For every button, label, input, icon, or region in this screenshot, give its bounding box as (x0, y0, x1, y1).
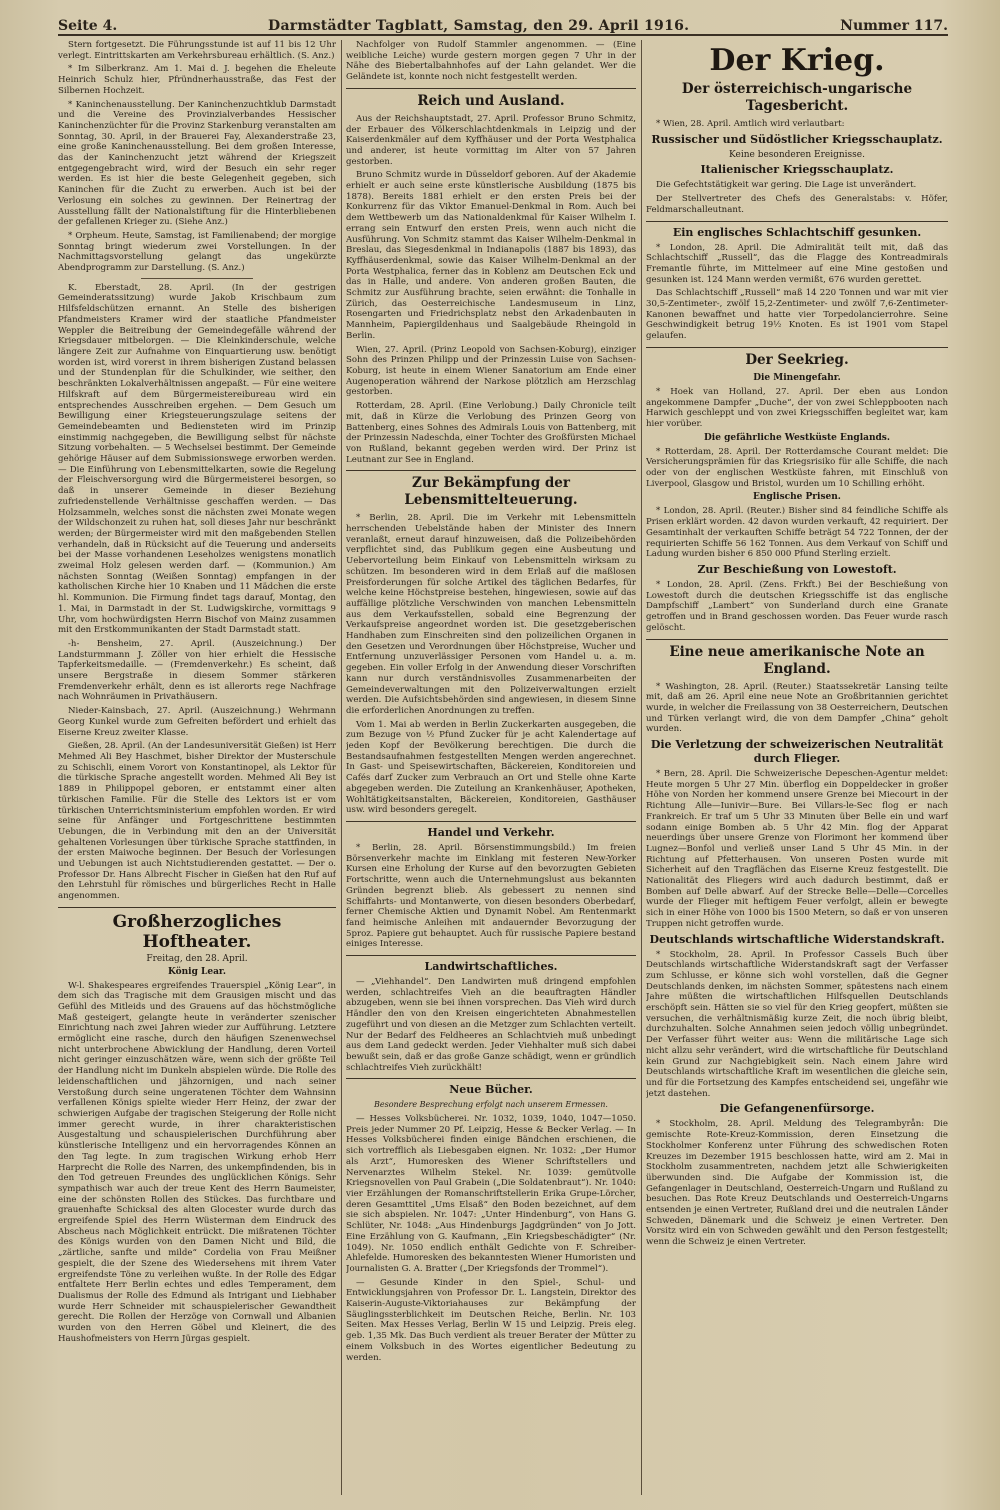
column-rule (641, 40, 642, 1495)
subheading-prisen: Englische Prisen. (753, 492, 841, 503)
article-text: * Stockholm, 28. April. In Professor Cassels Buch über Deutschlands wirtschaftliche Widerstandskraft sagt der Verfasser zum Schlusse, er könne sich wohl vorstellen, daß die Gegner Deutschlands denken, im nächsten Sommer, spätestens nach einem Jahre müßten die wirtschaftlichen Hilfsquellen Deutschlands erschöpft sein. Hätten sie so viel für den Krieg geopfert, müßten sie versuchen, die verhältnismäßig kurze Zeit, die noch übrig bleibt, durchzuhalten. Solche Annahmen seien jedoch völlig unbegründet. Der Verfasser führt weiter aus: Wenn die militärische Lage sich nicht allzu sehr verändert, wird die wirtschaftliche für Deutschland kein Grund zur Nachgiebigkeit sein. Nach einem Jahre wird Deutschlands wirtschaftliche Kraft im wesentlichen die gleiche sein, und für die Fortsetzung des Kampfes entscheidend sei, ungefähr wie jetzt dastehen. (646, 949, 948, 1099)
divider (346, 821, 636, 822)
article-text: W-l. Shakespeares ergreifendes Trauerspiel „König Lear“, in dem sich das Tragische mit dem Grausigen mischt und das Gefühl des Mitleids und des Grauens auf das höchstmögliche Maß gesteigert, gelangte heute in veränderter szenischer Einrichtung nach zwei Jahren wieder zur Aufführung. Letztere ermöglicht eine rasche, durch den häufigen Szenenwechsel nicht unterbrochene Abwicklung der Handlung, deren Vorteil nicht geringer einzuschätzen wäre, wenn sich der größte Teil der Handlung nicht im Dunkeln abspielen würde. Die Rolle des leidenschaftlichen und jähzornigen, und nach seiner Verstoßung durch seine ungeratenen Töchter dem Wahnsinn verfallenen Königs spielte wieder Herr Heinz, der zwar der schwierigen Aufgabe der tragischen Steigerung der Rolle nicht immer gerecht wurde, in ihrer charakteristischen Ausgestaltung und schauspielerischen Durchführung aber künstlerische Intelligenz und ein hervorragendes Können an den Tag legte. In zum tragischen Wirkung erhob Herr Harprecht die Rolle des Narren, des unkempfindenden, bis in den Tod getreuen Freundes des unglücklichen Königs. Sehr sympathisch war auch der treue Kent des Herrn Baumeister, eine der schönsten Rollen des Stückes. Das furchtbare und grauenhafte Schicksal des alten Glocester wurde durch das ergreifende Spiel des Herrn Wüsterman dem Eindruck des Abscheus nach Möglichkeit entrückt. Die mißratenen Töchter des Königs wurden von den Damen Nicht und Bild, die „zärtliche, sanfte und milde“ Cordelia von Frau Meißner gespielt, die der Szene des Wiedersehens mit ihrem Vater ergreifendste Töne zu verleihen wußte. In der Rolle des Edgar entfaltete Herr Berlin echtes und edles Temperament, dem Dualismus der Rolle des Edmund als Intrigant und Liebhaber wurde Herr Schneider mit schauspielerischer Gewandtheit gerecht. Die Rollen der Herzöge von Cornwall und Albanien wurden von den Herren Göbel und Kleinert, die des Haushofmeisters von Herrn Jürgas gespielt. (58, 980, 336, 1344)
masthead (58, 6, 948, 36)
section-heading-krieg: Der Krieg. (709, 43, 885, 78)
section-heading-lebensmittel: Zur Bekämpfung der Lebensmittelteuerung. (404, 475, 578, 509)
theater-date: Freitag, den 28. April. (146, 953, 248, 964)
divider (58, 907, 336, 908)
divider (646, 639, 948, 640)
article-text: * London, 28. April. (Zens. Frkft.) Bei der Beschießung von Lowestoft durch die deutschen Kriegsschiffe ist das englische Dampfschiff „Lambert“ von Sunderland durch eine Granate getroffen und in Brand geschossen worden. Das Feuer wurde rasch gelöscht. (646, 579, 948, 633)
divider (346, 955, 636, 956)
article-text: * Berlin, 28. April. Börsenstimmungsbild.) Im freien Börsenverkehr machte im Einklang mit festeren New-Yorker Kursen eine Erholung der Kurse auf den bevorzugten Gebieten Fortschritte, wenn auch die Unternehmungslust aus bekannten Gründen begrenzt blieb. Als gebessert zu nennen sind Schiffahrts- und Montanwerte, von diesen besonders Oberbedarf, ferner Chemische Aktien und Dynamit Nobel. Am Rentenmarkt fand heimische Anleihen mit andauernder Bevorzugung der 5proz. Papiere gut behauptet. Auch für russische Papiere bestand einiges Interesse. (346, 843, 636, 950)
article-text: Bruno Schmitz wurde in Düsseldorf geboren. Auf der Akademie erhielt er auch seine erste künstlerische Ausbildung (1875 bis 1878). Bereits 1881 erhielt er den ersten Preis bei der Konkurrenz für das Viktor Emanuel-Denkmal in Rom. Auch bei dem Wettbewerb um das Nationaldenkmal für Kaiser Wilhelm I. errang sein Entwurf den ersten Preis, wenn auch nicht die Ausführung. Von Schmitz stammt das Kaiser Wilhelm-Denkmal in Breslau, das Siegesdenkmal in Indianapolis (1887 bis 1893), das Kyffhäuserdenkmal, sowie das Kaiser Wilhelm-Denkmal an der Porta Westphalica, ferner das in Koblenz am Deutschen Eck und das in Halle, und andere. Von anderen großen Bauten, die Schmitz zur Ausführung brachte, seien erwähnt: die Tonhalle in Zürich, das Oesterreichische Landesmuseum in Linz, Rosengarten und Friedrichsplatz nebst den Arkadenbauten in Mannheim, Papiergildenhaus und Saalgebäude Rheingold in Berlin. (346, 170, 636, 341)
divider (141, 278, 252, 279)
report-title: Der österreichisch-ungarische Tagesbericht. (681, 81, 913, 114)
heading-seekrieg: Der Seekrieg. (745, 351, 849, 368)
heading-widerstandskraft: Deutschlands wirtschaftliche Widerstandskraft. (649, 932, 945, 946)
section-heading-buecher: Neue Bücher. (449, 1083, 533, 1097)
article-text: -h- Bensheim, 27. April. (Auszeichnung.) Der Landsturmmann J. Zöller von hier erhielt die Hessische Tapferkeitsmedaille. — (Fremdenverkehr.) Es scheint, daß unsere Bergstraße in diesem Sommer stärkeren Fremdenverkehr erhält, denn es ist allerorts rege Nachfrage nach Wohnräumen in Privathäusern. (58, 638, 336, 703)
article-text: Die Gefechtstätigkeit war gering. Die Lage ist unverändert. (656, 180, 917, 191)
article-text: — Gesunde Kinder in den Spiel-, Schul- und Entwicklungsjahren von Professor Dr. L. Langstein, Direktor des Kaiserin-Auguste-Viktoriahauses zur Bekämpfung der Säuglingssterblichkeit im Deutschen Reiche, Berlin. Nr. 103 Seiten. Max Hesses Verlag, Berlin W 15 und Leipzig. Preis eleg. geb. 1,35 Mk. Das Buch verdient als treuer Berater der Mütter zu einem Volksbuch in des Wortes eigentlicher Bedeutung zu werden. (346, 1277, 636, 1363)
section-heading-landwirtschaft: Landwirtschaftliches. (424, 960, 558, 974)
divider (646, 221, 948, 222)
article-text: * Im Silberkranz. Am 1. Mai d. J. begehen die Eheleute Heinrich Schulz hier, Pfründnerhausstraße, das Fest der Silbernen Hochzeit. (58, 64, 336, 96)
divider (346, 470, 636, 471)
issue-number: Nummer 117. (840, 18, 948, 34)
column-1 (58, 40, 336, 1500)
article-text: * Kaninchenausstellung. Der Kaninchenzuchtklub Darmstadt und die Vereine des Provinzialverbandes Hessischer Kaninchenzüchter für die Provinz Starkenburg veranstalten am Sonntag, 30. April, in der Brauerei Fay, Alexanderstraße 23, eine große Kaninchenausstellung. Bei dem großen Interesse, das der Kaninchenzucht jetzt während der Kriegszeit entgegengebracht wird, wird der Besuch ein sehr reger werden. Es ist hier die beste Gelegenheit gegeben, sich Kaninchen für die Zucht zu erwerben. Auch ist bei der Verlosung ein solches zu gewinnen. Der Reinertrag der Ausstellung fällt der Nationalstiftung für die Hinterbliebenen der gefallenen Krieger zu. (Siehe Anz.) (58, 99, 336, 228)
article-text: K. Eberstadt, 28. April. (In der gestrigen Gemeinderatssitzung) wurde Jakob Krischbaum zum Hilfsfeldschützen ernannt. An Stelle des bisherigen Pfandmeisters Kramer wird der staatliche Pfandmeister Weppler die Beitreibung der Gemeindegefälle während der Kriegsdauer mitbelorgen. — Die Kleinkinderschule, welche längere Zeit zur Aufnahme von Einquartierung usw. benötigt worden ist, wird vorerst in ihrem bisherigen Zustand belassen und der Stundenplan für die Schulkinder, wie seither, den beschränkten Lokalverhältnissen angepaßt. — Für eine weitere Hilfskraft auf dem Bürgermeistereibureau wird ein entsprechendes Ausschreiben ergehen. — Dem Gesuch um Bewilligung einer Kriegsteuerungszulage seitens der Gemeindebeamten und Bediensteten wird im Prinzip einstimmig nachgegeben, die Bewilligung selbst für nächste Sitzung vorbehalten. — 5 Wechselsei bestimmt. Der Gemeinde gehörige Häuser auf dem Submissionswege erworben werden. — Die Einführung von Lebensmittelkarten, sowie die Regelung der Fleischversorgung wird die Bürgermeisterei besorgen, so daß in unserer Gemeinde in dieser Beziehung zufriedenstellende Verhältnisse geschaffen werden. — Das Holzsammeln, welches sonst die nächsten zwei Monate wegen der Wildschonzeit zu ruhen hat, soll dieses Jahr nur beschränkt werden; der Bürgermeister wird mit den maßgebenden Stellen verhandeln, daß in Rücksicht auf die Teuerung und anderseits bei der Masse vorhandenen Leseholzes wenigstens monatlich zweimal Holz gelesen werden darf. — (Kommunion.) Am nächsten Sonntag (Weißen Sonntag) empfangen in der katholischen Kirche hier 10 Knaben und 11 Mädchen die erste hl. Kommunion. Die Firmung findet tags darauf, Montag, den 1. Mai, in Darmstadt in der St. Ludwigskirche, vormittags 9 Uhr, vom hochwürdigsten Herrn Bischof von Mainz zusammen mit den Erstkommunikanten der Stadt Darmstadt statt. (58, 282, 336, 636)
article-text: Nachfolger von Rudolf Stammler angenommen. — (Eine weibliche Leiche) wurde gestern morgen gegen 7 Uhr in der Nähe des Biebertalbahnhofes auf der Lahn gelandet. Wer die Geländete ist, konnte noch nicht festgestellt werden. (346, 40, 636, 83)
article-text: * Berlin, 28. April. Die im Verkehr mit Lebensmitteln herrschenden Uebelstände haben der Minister des Innern veranlaßt, erneut darauf hinzuweisen, daß die Polizeibehörden verpflichtet sind, das Publikum gegen eine Ausbeutung und Uebervorteilung beim Einkauf von Lebensmitteln wirksam zu schützen. Im besonderen wird in dem Erlaß auf die maßlosen Preisforderungen für solche Artikel des täglichen Bedarfes, für welche keine Höchstpreise bestehen, hingewiesen, sowie auf das auffällige plötzliche Verschwinden von manchen Lebensmitteln aus dem Verkaufsstellen, sobald eine Begrenzung der Verkaufspreise angeordnet worden ist. Die gesetzgeberischen Handhaben zum Einschreiten sind den polizeilichen Organen in den Gesetzen und Verordnungen über Höchstpreise, Wucher und Entfernung unzuverlässiger Personen vom Handel u. a. m. gegeben. Ein voller Erfolg in der Anwendung dieser Vorschriften kann nur durch verständnisvolles Zusammenarbeiten der Gemeindeverwaltungen mit den Polizeiverwaltungen erzielt werden. Die Aufsichtsbehörden sind angewiesen, in diesem Sinne die erforderlichen Anordnungen zu treffen. (346, 513, 636, 716)
article-text: * Stockholm, 28. April. Meldung des Telegrambyrån: Die gemischte Rote-Kreuz-Kommission, deren Einsetzung die Stockholmer Konferenz unter Führung des schwedischen Roten Kreuzes im Dezember 1915 beschlossen hatte, wird am 2. Mai in Stockholm zusammentreten, nachdem jetzt alle Schwierigkeiten überwunden sind. Die Aufgabe der Kommission ist, die Gefangenlager in Deutschland, Oesterreich-Ungarn und Rußland zu besuchen. Das Rote Kreuz Deutschlands und Oesterreich-Ungarns entsenden je einen Vertreter, Rußland drei und die neutralen Länder Schweden, Dänemark und die Schweiz je einen Vertreter. Den Vorsitz wird ein von Schweden gewählt und den Person festgestellt; wenn die Schweiz je einen Vertreter. (646, 1119, 948, 1248)
article-text: Wien, 27. April. (Prinz Leopold von Sachsen-Koburg), einziger Sohn des Prinzen Philipp und der Prinzessin Luise von Sachsen-Koburg, ist heute in einem Wiener Sanatorium am Ende einer Augenoperation während der Narkose plötzlich am Herzschlag gestorben. (346, 344, 636, 398)
theater-play-title: König Lear. (168, 966, 226, 977)
article-text: Aus der Reichshauptstadt, 27. April. Professor Bruno Schmitz, der Erbauer des Völkerschlachtdenkmals in Leipzig und der Kaiserdenkmäler auf dem Kyffhäuser und der Porta Westphalica und anderer, ist heute vormittag im Alter von 57 Jahren gestorben. (346, 113, 636, 167)
subheading-westkueste: Die gefährliche Westküste Englands. (704, 432, 890, 443)
article-text: * Washington, 28. April. (Reuter.) Staatssekretär Lansing teilte mit, daß am 26. April eine neue Note an Großbritannien gerichtet wurde, in welcher die Freilassung von 38 Oesterreichern, Deutschen und Türken verlangt wird, die von dem Dampfer „China“ geholt wurden. (646, 681, 948, 735)
divider (346, 88, 636, 89)
heading-battleship: Ein englisches Schlachtschiff gesunken. (672, 225, 922, 239)
article-text: Vom 1. Mai ab werden in Berlin Zuckerkarten ausgegeben, die zum Bezuge von ½ Pfund Zucker für je acht Kalendertage auf jeden Kopf der Bevölkerung berechtigen. Die durch die Bestandsaufnahmen festgestellten Mengen werden angerechnet. In Gast- und Speisewirtschaften, Bäckereien, Konditoreien und Cafés darf Zucker zum Verbrauch an Ort und Stelle ohne Karte abgegeben werden. Die Zuteilung an Krankenhäuser, Apotheken, Wohltätigkeitsanstalten, Bäckereien, Konditoreien, Gasthäuser usw. wird besonders geregelt. (346, 719, 636, 816)
heading-note: Eine neue amerikanische Note an England. (669, 643, 925, 677)
page-number: Seite 4. (58, 18, 118, 34)
section-heading-reich: Reich und Ausland. (417, 92, 565, 109)
article-text: * Hoek van Holland, 27. April. Der eben aus London angekommene Dampfer „Duche“, der von zwei Schleppbooten nach Harwich geschleppt und von zwei Kriegsschiffen begleitet war, kam hier vorüber. (646, 386, 948, 429)
heading-lowestoft: Zur Beschießung von Lowestoft. (697, 562, 897, 576)
subheading-russian-front: Russischer und Südöstlicher Kriegsschauplatz. (651, 132, 943, 146)
heading-gefangenenfuersorge: Die Gefangenenfürsorge. (719, 1102, 875, 1116)
subheading-minengefahr: Die Minengefahr. (753, 372, 841, 383)
section-heading-theater: Großherzogliches Hoftheater. (112, 911, 282, 952)
section-heading-handel: Handel und Verkehr. (427, 826, 555, 839)
article-text: * Orpheum. Heute, Samstag, ist Familienabend; der morgige Sonntag bringt wiederum zwei Vorstellungen. In der Nachmittagsvorstellung gelangt das ungekürzte Abendprogramm zur Darstellung. (S. Anz.) (58, 230, 336, 274)
article-text: — „Viehhandel“. Den Landwirten muß dringend empfohlen werden, schlachtreifes Vieh an die beauftragten Händler abzugeben, wenn sie bei ihnen vorsprechen. Das Vieh wird durch Händler den von den Kreisen eingerichteten Abnahmestellen zugeführt und von diesen an die Metzger zum Schlachten verteilt. Nur der Bedarf des Feldheeres an Schlachtvieh muß unbedingt aus dem Land gedeckt werden. Jeder Viehhalter muß sich dabei bewußt sein, daß er das große Ganze schädigt, wenn er gründlich schlachtreifes Vieh zurückhält! (346, 977, 636, 1073)
article-text: Gießen, 28. April. (An der Landesuniversität Gießen) ist Herr Mehmed Ali Bey Haschmet, bisher Direktor der Musterschule zu Schischli, einem Vorort von Konstantinopel, als Lektor für die türkische Sprache angestellt worden. Mehmed Ali Bey ist 1889 in Philippopel geboren, er entstammt einer alten türkischen Familie. Für die Stelle des Lektors ist er vom türkischen Unterrichtsministerium empfohlen worden. Er wird seine für Anfänger und Fortgeschrittene bestimmten Uebungen, die in Verbindung mit den an der Universität gehaltenen Vorlesungen über türkische Sprache stattfinden, in der ersten Maiwoche beginnen. Der Besuch der Vorlesungen und Uebungen ist auch Nichtstudierenden gestattet. — Der o. Professor Dr. Hans Albrecht Fischer in Gießen hat den Ruf auf den Lehrstuhl für römisches und bürgerliches Recht in Halle angenommen. (58, 741, 336, 902)
paper-title-date: Darmstädter Tagblatt, Samstag, den 29. April 1916. (268, 18, 690, 34)
article-text: Der Stellvertreter des Chefs des Generalstabs: v. Höfer, Feldmarschalleutnant. (646, 194, 948, 215)
article-text: * Bern, 28. April. Die Schweizerische Depeschen-Agentur meldet: Heute morgen 5 Uhr 27 Min. überflog ein Doppeldecker in großer Höhe von Norden her kommend unsere Grenze bei Miecourt in der Richtung Alle—Iunivir—Bure. Bei Villars-le-Sec flog er nach Frankreich. Er traf um 5 Uhr 33 Minuten über Belle ein und warf sodann einige Bomben ab. 5 Uhr 42 Min. flog der Apparat neuerdings über unsere Grenze von Florimont her kommend über Lugnez—Bonfol und verließ unser Land 5 Uhr 45 Min. in der Richtung auf Pfetterhausen. Von unseren Posten wurde mit Sicherheit auf den Tragflächen das Eiserne Kreuz festgestellt. Die Nationalität des Fliegers wird auch dadurch bestimmt, daß er Bomben auf Delle abwarf. Auf der Strecke Belle—Delle—Corcelles wurde der Flieger mit heftigem Feuer verfolgt, allein er bewegte sich in einer Höhe von 1000 bis 1500 Metern, so daß er von unseren Truppen nicht getroffen wurde. (646, 769, 948, 929)
article-text: * London, 28. April. Die Admiralität teilt mit, daß das Schlachtschiff „Russell“, das die Flagge des Kontreadmirals Fremantle führte, im Mittelmeer auf eine Mine gestoßen und gesunken ist. 124 Mann werden vermißt, 676 wurden gerettet. (646, 242, 948, 285)
column-2 (346, 40, 636, 1500)
article-text: Rotterdam, 28. April. (Eine Verlobung.) Daily Chronicle teilt mit, daß in Kürze die Verlobung des Prinzen Georg von Battenberg, eines Sohnes des Admirals Louis von Battenberg, mit der Prinzessin Nadeschda, einer Tochter des Großfürsten Michael von Rußland, bekannt gegeben werden wird. Der Prinz ist Leutnant zur See in England. (346, 401, 636, 465)
review-note: Besondere Besprechung erfolgt nach unserem Ermessen. (374, 1100, 608, 1110)
article-text: * Rotterdam, 28. April. Der Rotterdamsche Courant meldet: Die Versicherungsprämien für das Kriegsrisiko für alle Schiffe, die nach oder von der englischen Westküste fahren, mit Einschluß von Liverpool, Glasgow und Bristol, wurden um 10 Schilling erhöht. (646, 446, 948, 489)
article-text: Stern fortgesetzt. Die Führungsstunde ist auf 11 bis 12 Uhr verlegt. Eintrittskarten am Verkehrsbureau erhältlich. (S. Anz.) (58, 40, 336, 61)
column-rule (341, 40, 342, 1495)
divider (346, 1078, 636, 1079)
subtext: Keine besonderen Ereignisse. (729, 149, 865, 160)
article-text: Nieder-Kainsbach, 27. April. (Auszeichnung.) Wehrmann Georg Kunkel wurde zum Gefreiten befördert und erhielt das Eiserne Kreuz zweiter Klasse. (58, 706, 336, 738)
article-text: — Hesses Volksbücherei. Nr. 1032, 1039, 1040, 1047—1050. Preis jeder Nummer 20 Pf. Leipzig, Hesse & Becker Verlag. — In Hesses Volksbücherei finden einige Bändchen erschienen, die sich vortrefflich als Liebesgaben eignen. Nr. 1032: „Der Humor als Arzt“, Humoresken des Wiener Schriftstellers und Nervenarztes Wilhelm Stekel. Nr. 1039: gemütvolle Kriegsnovellen von Paul Grabein („Die Soldatenbraut“). Nr. 1040: vier Erzählungen der Romanschriftstellerin Erika Grupe-Lörcher, deren Gesamttitel „Ums Elsaß“ den Boden bezeichnet, auf dem sie sich abspielen. Nr. 1047: „Unter Hindenburg“, von Hans G. Schlüter, Nr. 1048: „Aus Hindenburgs Jagdgründen“ von Jo Jott. Eine Erzählung von G. Kaufmann, „Ein Kriegsbeschädigter“ (Nr. 1049). Nr. 1050 endlich enthält Gedichte von F. Schreiber-Ahlefelde. Humoresken des bekanntesten Wiener Humoristen und Journalisten G. A. Bratter („Der Kriegsfonds der Trommel“). (346, 1114, 636, 1274)
subheading-italian-front: Italienischer Kriegsschauplatz. (700, 163, 894, 177)
article-text: * Wien, 28. April. Amtlich wird verlautbart: (656, 119, 845, 129)
heading-schweiz: Die Verletzung der schweizerischen Neutralität durch Flieger. (650, 738, 944, 766)
article-text: Das Schlachtschiff „Russell“ maß 14 220 Tonnen und war mit vier 30,5-Zentimeter-, zwölf 15,2-Zentimeter- und zwölf 7,6-Zentimeter-Kanonen bewaffnet und hatte vier Torpedolancierrohre. Seine Geschwindigkeit betrug 19½ Knoten. Es ist 1901 vom Stapel gelaufen. (646, 288, 948, 342)
column-3 (646, 40, 948, 1500)
divider (646, 347, 948, 348)
article-text: * London, 28. April. (Reuter.) Bisher sind 84 feindliche Schiffe als Prisen erklärt worden. 42 davon wurden verkauft, 42 requiriert. Der Gesamtinhalt der verkauften Schiffe beträgt 54 722 Tonnen, der der requirierten Schiffe 56 162 Tonnen. Aus dem Verkauf von Schiff und Ladung wurden bisher 6 850 000 Pfund Sterling erzielt. (646, 506, 948, 560)
